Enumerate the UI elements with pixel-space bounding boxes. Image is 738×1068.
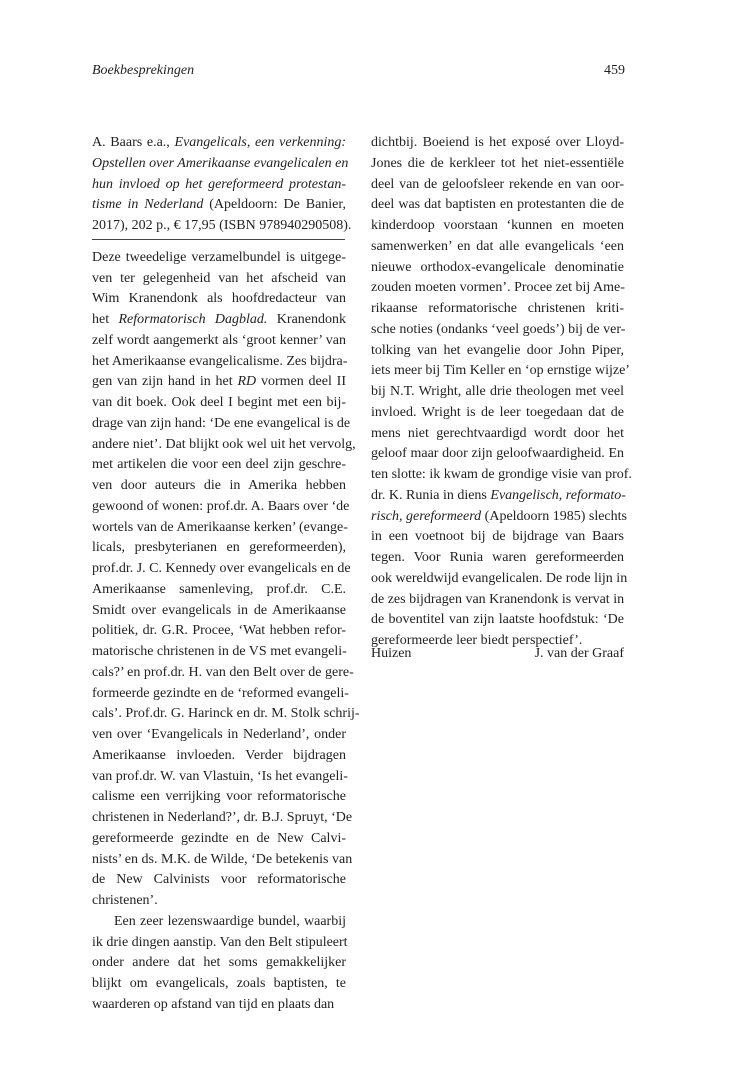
text-line xyxy=(92,953,346,974)
text-line xyxy=(371,216,624,237)
text-line xyxy=(92,372,346,393)
text-run: tisme in Nederland xyxy=(92,197,204,213)
text-run: invloed. Wright is de leer toegedaan dat de xyxy=(371,404,624,420)
text-line xyxy=(92,352,346,373)
text-line xyxy=(92,455,346,476)
text-line xyxy=(92,767,346,788)
text-run: ook wereldwijd evangelicalen. De rode lijn in xyxy=(371,570,628,586)
text-run: tegen. Voor Runia waren gereformeerden xyxy=(371,550,624,565)
text-line xyxy=(92,393,346,414)
text-line xyxy=(371,569,628,590)
text-run: gereformeerde gezindte en de New Calvi- xyxy=(92,830,346,846)
text-run: van prof.dr. W. van Vlastuin, ‘Is het evangeli- xyxy=(92,768,348,784)
text-line xyxy=(92,175,346,196)
text-run: blijkt om evangelicals, zoals baptisten, te xyxy=(92,976,346,991)
text-line xyxy=(92,538,346,559)
text-run: cals’. Prof.dr. G. Harinck en dr. M. Stolk schrij- xyxy=(92,706,360,722)
text-run: andere niet’. Dat blijkt ook wel uit het vervolg, xyxy=(92,436,356,452)
text-run: iets meer bij Tim Keller en ‘op ernstige wijze’ xyxy=(371,363,630,379)
text-line xyxy=(371,175,624,196)
text-line xyxy=(92,476,346,497)
text-line xyxy=(92,580,346,601)
text-line xyxy=(92,310,346,331)
running-header-section: Boekbesprekingen xyxy=(92,63,195,78)
text-run: zelf wordt aangemerkt als ‘groot kenner’ van xyxy=(92,332,346,348)
text-run: licals, presbyterianen en gereformeerden), xyxy=(92,540,346,556)
text-line xyxy=(92,808,353,829)
text-run: prof.dr. J. C. Kennedy over evangelicals en de xyxy=(92,561,351,576)
text-run: nieuwe orthodox-evangelicale denominatie xyxy=(371,259,624,275)
text-line xyxy=(92,642,346,663)
text-run: RD xyxy=(237,374,257,390)
text-line xyxy=(371,154,624,175)
text-line xyxy=(92,787,346,808)
text-line xyxy=(92,974,346,995)
text-run: Deze tweedelige verzamelbundel is uitgege- xyxy=(92,249,346,265)
text-line xyxy=(92,746,346,767)
text-run: ven over ‘Evangelicals in Nederland’, onder xyxy=(92,727,346,742)
text-line xyxy=(92,331,346,352)
text-run: dr. K. Runia in diens xyxy=(371,487,491,503)
text-line xyxy=(371,403,624,424)
review-body-left xyxy=(92,248,360,1016)
text-line xyxy=(371,424,624,445)
text-line xyxy=(92,912,346,933)
text-line xyxy=(92,933,346,954)
text-run: Een zeer lezenswaardige bundel, waarbij xyxy=(114,913,346,929)
text-run: bij N.T. Wright, alle drie theologen met veel xyxy=(371,384,624,399)
right-column xyxy=(371,133,632,652)
text-run: Kranendonk xyxy=(267,312,346,327)
text-run: christenen’. xyxy=(92,893,158,908)
text-line xyxy=(92,995,346,1016)
text-line xyxy=(92,725,346,746)
text-run: risch, gereformeerd xyxy=(371,508,482,524)
text-line xyxy=(371,278,624,299)
text-run: hun invloed op het gereformeerd protestan- xyxy=(92,176,346,192)
signature-author: J. van der Graaf xyxy=(534,646,624,661)
text-line xyxy=(371,465,632,486)
text-line xyxy=(371,341,624,362)
text-line xyxy=(92,289,346,310)
text-run: van dit boek. Ook deel I begint met een bij- xyxy=(92,395,346,410)
text-line xyxy=(92,891,346,912)
text-run: het xyxy=(92,312,119,327)
text-run: Amerikaanse invloeden. Verder bijdragen xyxy=(92,747,346,763)
text-run: het Amerikaanse evangelicalisme. Zes bijdra- xyxy=(92,353,348,369)
text-run: gen van zijn hand in het xyxy=(92,374,238,390)
text-line xyxy=(92,133,346,154)
text-run: dichtbij. Boeiend is het exposé over Lloyd- xyxy=(371,135,624,150)
text-line xyxy=(371,486,624,507)
text-run: ven ter gelegenheid van het afscheid van xyxy=(92,270,346,286)
text-run: ten slotte: ik kwam de grondige visie van prof. xyxy=(371,467,632,482)
text-line xyxy=(92,195,346,216)
text-run: gewoond of wonen: prof.dr. A. Baars over ‘de xyxy=(92,498,350,514)
text-line xyxy=(371,258,624,279)
text-run: deel van de geloofsleer rekende en van oor- xyxy=(371,176,624,192)
text-line xyxy=(371,527,624,548)
text-line xyxy=(371,320,624,341)
text-run: in een voetnoot bij de bijdrage van Baars xyxy=(371,529,624,545)
text-run: A. Baars e.a., xyxy=(92,135,175,150)
text-line xyxy=(371,237,624,258)
text-line xyxy=(371,195,624,216)
page-number: 459 xyxy=(604,63,625,78)
text-run: waarderen op afstand van tijd en plaats dan xyxy=(92,996,335,1012)
text-run: samenwerken’ en dat alle evangelicals ‘een xyxy=(371,238,624,254)
text-run: de New Calvinists voor reformatorische xyxy=(92,872,346,888)
text-line xyxy=(92,248,346,269)
text-line xyxy=(92,621,346,642)
text-run: 2017), 202 p., € 17,95 (ISBN 978940290508). xyxy=(92,218,352,233)
text-line xyxy=(371,133,624,154)
text-line xyxy=(92,559,351,580)
text-line xyxy=(92,518,346,539)
text-run: formeerde gezindte en de ‘reformed evangeli- xyxy=(92,685,349,701)
text-run: matorische christenen in de VS met evangeli- xyxy=(92,644,347,659)
text-run: Reformatorisch Dagblad. xyxy=(118,312,268,327)
text-line xyxy=(371,548,624,569)
text-run: Evangelicals, een verkenning: xyxy=(174,135,347,150)
text-line xyxy=(92,850,353,871)
text-line xyxy=(92,414,351,435)
text-run: Jones die de kerkleer tot het niet-essentiële xyxy=(371,155,624,171)
text-line xyxy=(371,444,624,465)
text-run: cals?’ en prof.dr. H. van den Belt over de gere- xyxy=(92,664,354,680)
text-run: wortels van de Amerikaanse kerken’ (evange- xyxy=(92,519,348,535)
text-line xyxy=(92,704,360,725)
text-run: rikaanse reformatorische christenen kriti- xyxy=(371,301,624,316)
text-line xyxy=(371,610,624,631)
text-line xyxy=(371,507,627,528)
text-line xyxy=(92,601,346,622)
text-run: kinderdoop voorstaan ‘kunnen en moeten xyxy=(371,218,624,233)
text-run: Amerikaanse samenleving, prof.dr. C.E. xyxy=(92,581,346,597)
text-run: Smidt over evangelicals in de Amerikaanse xyxy=(92,602,346,618)
text-line xyxy=(92,216,352,237)
left-column xyxy=(92,133,360,1016)
review-body-right xyxy=(371,133,632,652)
text-line xyxy=(371,361,630,382)
text-run: ven door auteurs die in Amerika hebben xyxy=(92,478,346,493)
text-run: (Apeldoorn 1985) slechts xyxy=(481,508,627,524)
text-run: zouden moeten vormen’. Procee zet bij Ame- xyxy=(371,280,625,296)
text-run: drage van zijn hand: ‘De ene evangelical is de xyxy=(92,415,351,431)
text-run: de boventitel van zijn laatste hoofdstuk: ‘De xyxy=(371,612,624,628)
text-line xyxy=(92,870,346,891)
text-run: politiek, dr. G.R. Procee, ‘Wat hebben refor- xyxy=(92,623,346,639)
book-citation xyxy=(92,133,352,237)
text-run: onder andere dat het soms gemakkelijker xyxy=(92,955,346,971)
text-run: mens niet gerechtvaardigd wordt door het xyxy=(371,425,624,441)
text-line xyxy=(371,382,624,403)
text-line xyxy=(92,829,346,850)
text-run: Opstellen over Amerikaanse evangelicalen en xyxy=(92,155,349,171)
text-line xyxy=(371,590,624,611)
citation-divider xyxy=(92,239,345,240)
text-run: deel was dat baptisten en protestanten die de xyxy=(371,197,624,213)
text-run: met artikelen die voor een deel zijn geschre- xyxy=(92,457,346,473)
text-run: de zes bijdragen van Kranendonk is vervat in xyxy=(371,591,625,607)
text-line xyxy=(92,497,350,518)
text-run: christenen in Nederland?’, dr. B.J. Spruyt, ‘De xyxy=(92,810,353,825)
text-line xyxy=(92,435,356,456)
text-run: vormen deel II xyxy=(256,374,346,390)
signature xyxy=(371,646,624,662)
text-run: ik drie dingen aanstip. Van den Belt stipuleert xyxy=(92,934,348,950)
text-line xyxy=(92,269,346,290)
text-run: Evangelisch, reformato- xyxy=(490,487,626,503)
text-line xyxy=(371,299,624,320)
text-run: nists’ en ds. M.K. de Wilde, ‘De betekenis van xyxy=(92,851,353,867)
text-run: gereformeerde leer biedt perspectief’. xyxy=(371,633,583,648)
signature-place: Huizen xyxy=(371,646,412,661)
text-line xyxy=(92,154,349,175)
text-run: Wim Kranendonk als hoofdredacteur van xyxy=(92,291,346,307)
text-run: sche noties (ondanks ‘veel goeds’) bij de ver- xyxy=(371,321,626,337)
text-line xyxy=(92,663,354,684)
text-run: (Apeldoorn: De Banier, xyxy=(203,197,346,213)
text-run: geloof maar door zijn geloofwaardigheid. En xyxy=(371,446,624,462)
text-run: tolking van het evangelie door John Piper, xyxy=(371,342,624,358)
text-run: calisme een verrijking voor reformatorische xyxy=(92,789,346,805)
text-line xyxy=(92,684,349,705)
